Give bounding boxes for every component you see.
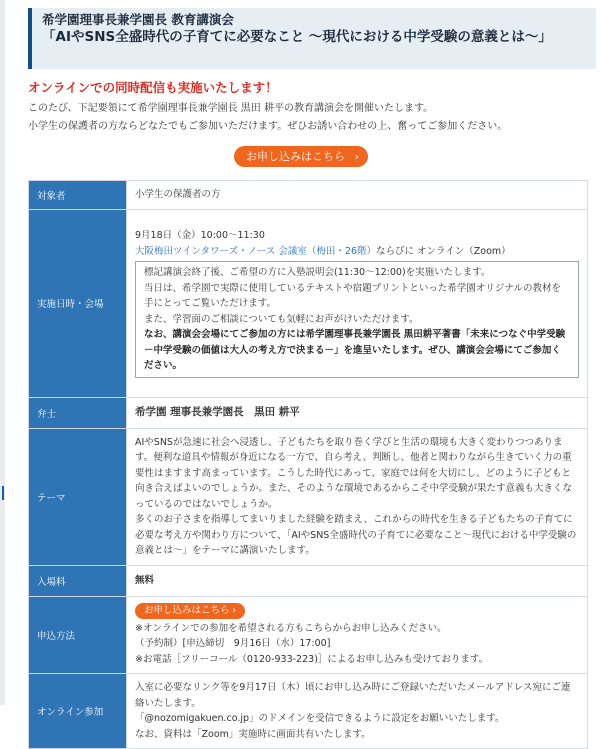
row-method [29,596,588,674]
apply-button-small[interactable] [135,603,245,619]
label-online: オンライン参加 [29,674,127,749]
label-fee: 入場料 [29,565,127,596]
schedule-note-4: なお、講演会会場にてご参加の方には希学園理事長兼学園長 黒田耕平著書「未来につなぐ中学受験 －中学受験の価値は大人の考え方で決まる－」を進呈いたします。ぜひ、講演会会場にてご参加ください。 [144,329,566,372]
venue-link[interactable]: 大阪梅田ツインタワーズ・ノース 会議室（梅田・26階） [135,245,377,257]
left-scroll-marker[interactable] [2,486,4,500]
method-line-3: ※お電話［フリーコール（0120-933-223)］によるお申し込みも受けております。 [135,653,489,665]
online-notice: オンラインでの同時配信も実施いたします！ [28,80,278,95]
schedule-note-2: 当日は、希学園で実際に使用しているテキストや宿題プリントといった希学園オリジナルの教材を手にとってご覧いただけます。 [144,282,561,310]
apply-button-small-label: お申し込みはこちら [144,604,230,616]
value-theme [127,428,588,565]
event-info-table [28,180,588,749]
chevron-right-icon: › [232,604,236,616]
method-line-2: （予約制）[申込締切 9月16日（水）17:00] [135,638,331,649]
value-online [127,674,588,749]
row-speaker [29,397,588,428]
venue-suffix: ならびに オンライン（Zoom） [376,245,511,257]
value-method [127,596,588,674]
online-line-2: 「@nozomigakuen.co.jp」のドメインを受信できるように設定をお願いいたします。 [135,713,505,724]
theme-para-1: AIやSNSが急速に社会へ浸透し、子どもたちを取り巻く学びと生活の環境も大きく変わりつつあります。便利な道具や情報が身近になる一方で、自ら考え、判断し、他者と関わりながら生きていく力の重要性はますます高まっています。こうした時代にあって、家庭では何を大切にし、どのように子どもと向き合えばよいのでしょうか。また、そのような環境であるからこそ中学受験が果たす意義も大きくなっているのではないでしょうか。 [135,436,573,510]
row-online [29,674,588,749]
apply-button-label: お申し込みはこちら [246,150,345,163]
theme-para-2: 多くのお子さまを指導してまいりました経験を踏まえ、これからの時代を生きる子どもたちの子育てに必要な考え方や関わり方について、「AIやSNS全盛時代の子育てに必要なこと～現代における中学受験の意義とは～」をテーマに講演いたします。 [135,514,577,556]
schedule-note-1: 標記講演会終了後、ご希望の方に入塾説明会(11:30～12:00)を実施いたします。 [144,267,491,279]
intro-line-1: このたび、下記要領にて希学園理事長兼学園長 黒田 耕平の教育講演会を開催いたします。 [28,103,434,114]
label-theme: テーマ [29,428,127,565]
intro-text [28,100,507,136]
chevron-right-icon: › [354,150,359,163]
value-schedule [127,209,588,397]
apply-button-main[interactable] [234,146,368,167]
row-theme [29,428,588,565]
method-line-1: ※オンラインでの参加を希望される方もこちらからお申し込みください。 [135,622,447,634]
label-schedule: 実施日時・会場 [29,209,127,397]
value-speaker: 希学園 理事長兼学園長 黒田 耕平 [127,397,588,428]
left-scroll-rail [0,0,5,705]
row-schedule [29,209,588,397]
schedule-note-3: また、学習面のご相談についても気軽にお声がけいただけます。 [144,313,419,325]
page-title-line1: 希学園理事長兼学園長 教育講演会 [42,12,234,27]
schedule-venue [135,244,579,260]
label-target: 対象者 [29,181,127,210]
online-line-3: なお、資料は「Zoom」実施時に画面共有いたします。 [135,728,371,740]
row-target [29,181,588,210]
schedule-note-box [135,261,579,378]
label-speaker: 弁士 [29,397,127,428]
row-fee [29,565,588,596]
online-line-1: 入室に必要なリンク等を9月17日（木）頃にお申し込み時にご登録いただいたメールアドレス宛にご連絡いたします。 [135,682,571,709]
page-title-box [28,8,596,69]
value-target: 小学生の保護者の方 [127,181,588,210]
page-title-line2: 「AIやSNS全盛時代の子育てに必要なこと ～現代における中学受験の意義とは～」 [42,29,552,45]
intro-line-2: 小学生の保護者の方ならどなたでもご参加いただけます。ぜひお誘い合わせの上、奮ってご参加ください。 [28,121,508,132]
value-fee: 無料 [127,565,588,596]
schedule-date: 9月18日（金）10:00～11:30 [135,230,265,242]
label-method: 申込方法 [29,596,127,674]
